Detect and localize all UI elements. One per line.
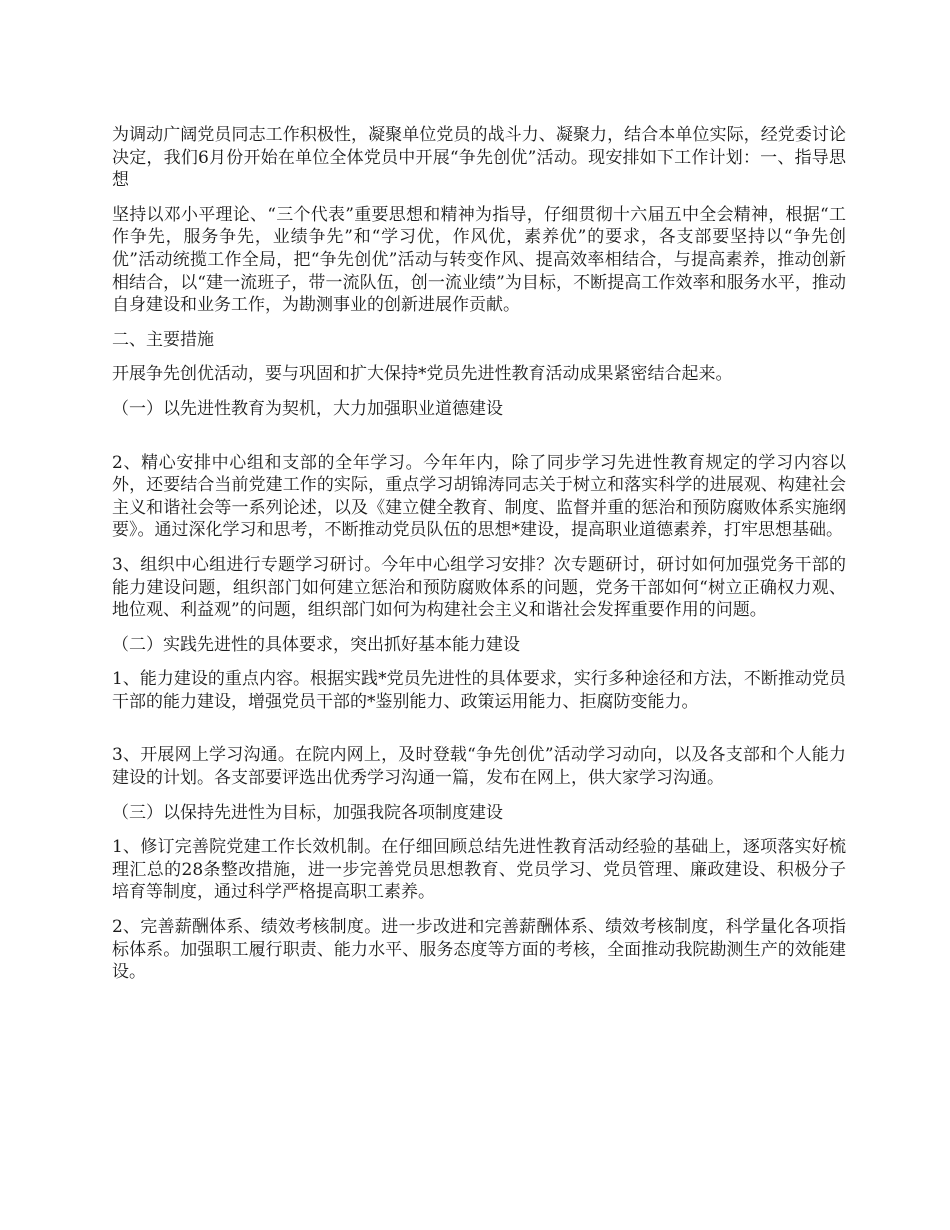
item-paragraph-compensation: 2、完善薪酬体系、绩效考核制度。进一步改进和完善薪酬体系、绩效考核制度，科学量化各项指标体系。加强职工履行职责、能力水平、服务态度等方面的考核，全面推动我院勘测生产的效能建设。	[112, 917, 846, 983]
measures-intro-paragraph: 开展争先创优活动，要与巩固和扩大保持*党员先进性教育活动成果紧密结合起来。	[112, 364, 733, 385]
item-paragraph-mechanism: 1、修订完善院党建工作长效机制。在仔细回顾总结先进性教育活动经验的基础上，逐项落实好梳理汇总的28条整改措施，进一步完善党员思想教育、党员学习、党员管理、廉政建设、积极分子培育等制度，通过科学严格提高职工素养。	[112, 837, 846, 903]
item-paragraph-online-exchange: 3、开展网上学习沟通。在院内网上，及时登载“争先创优”活动学习动向，以及各支部和个人能力建设的计划。各支部要评选出优秀学习沟通一篇，发布在网上，供大家学习沟通。	[112, 745, 846, 789]
document-body	[112, 124, 846, 996]
subsection-heading-3: （三）以保持先进性为目标，加强我院各项制度建设	[112, 802, 503, 823]
item-paragraph-study-plan: 2、精心安排中心组和支部的全年学习。今年年内，除了同步学习先进性教育规定的学习内容以外，还要结合当前党建工作的实际，重点学习胡锦涛同志关于树立和落实科学的进展观、构建社会主义和谐社会等一系列论述，以及《建立健全教育、制度、监督并重的惩治和预防腐败体系实施纲要》。通过深化学习和思考，不断推动党员队伍的思想*建设，提高职业道德素养，打牢思想基础。	[112, 452, 846, 541]
section-heading-main-measures: 二、主要措施	[112, 329, 214, 350]
subsection-heading-2: （二）实践先进性的具体要求，突出抓好基本能力建设	[112, 634, 520, 655]
guiding-thought-paragraph: 坚持以邓小平理论、“三个代表”重要思想和精神为指导，仔细贯彻十六届五中全会精神，根据“工作争先，服务争先，业绩争先”和“学习优，作风优，素养优”的要求，各支部要坚持以“争先创优”活动统揽工作全局，把“争先创优”活动与转变作风、提高效率相结合，与提高素养，推动创新相结合，以“建一流班子，带一流队伍，创一流业绩”为目标，不断提高工作效率和服务水平，推动自身建设和业务工作，为勘测事业的创新进展作贡献。	[112, 204, 846, 316]
intro-paragraph: 为调动广阔党员同志工作积极性，凝聚单位党员的战斗力、凝聚力，结合本单位实际，经党委讨论决定，我们6月份开始在单位全体党员中开展“争先创优”活动。现安排如下工作计划：一、指导思想	[112, 125, 846, 191]
item-paragraph-capability: 1、能力建设的重点内容。根据实践*党员先进性的具体要求，实行多种途径和方法，不断推动党员干部的能力建设，增强党员干部的*鉴别能力、政策运用能力、拒腐防变能力。	[112, 669, 846, 712]
item-paragraph-seminar: 3、组织中心组进行专题学习研讨。今年中心组学习安排？次专题研讨，研讨如何加强党务干部的能力建设问题，组织部门如何建立惩治和预防腐败体系的问题，党务干部如何“树立正确权力观、地位观、利益观”的问题，组织部门如何为构建社会主义和谐社会发挥重要作用的问题。	[112, 554, 846, 621]
subsection-heading-1: （一）以先进性教育为契机，大力加强职业道德建设	[112, 398, 503, 419]
